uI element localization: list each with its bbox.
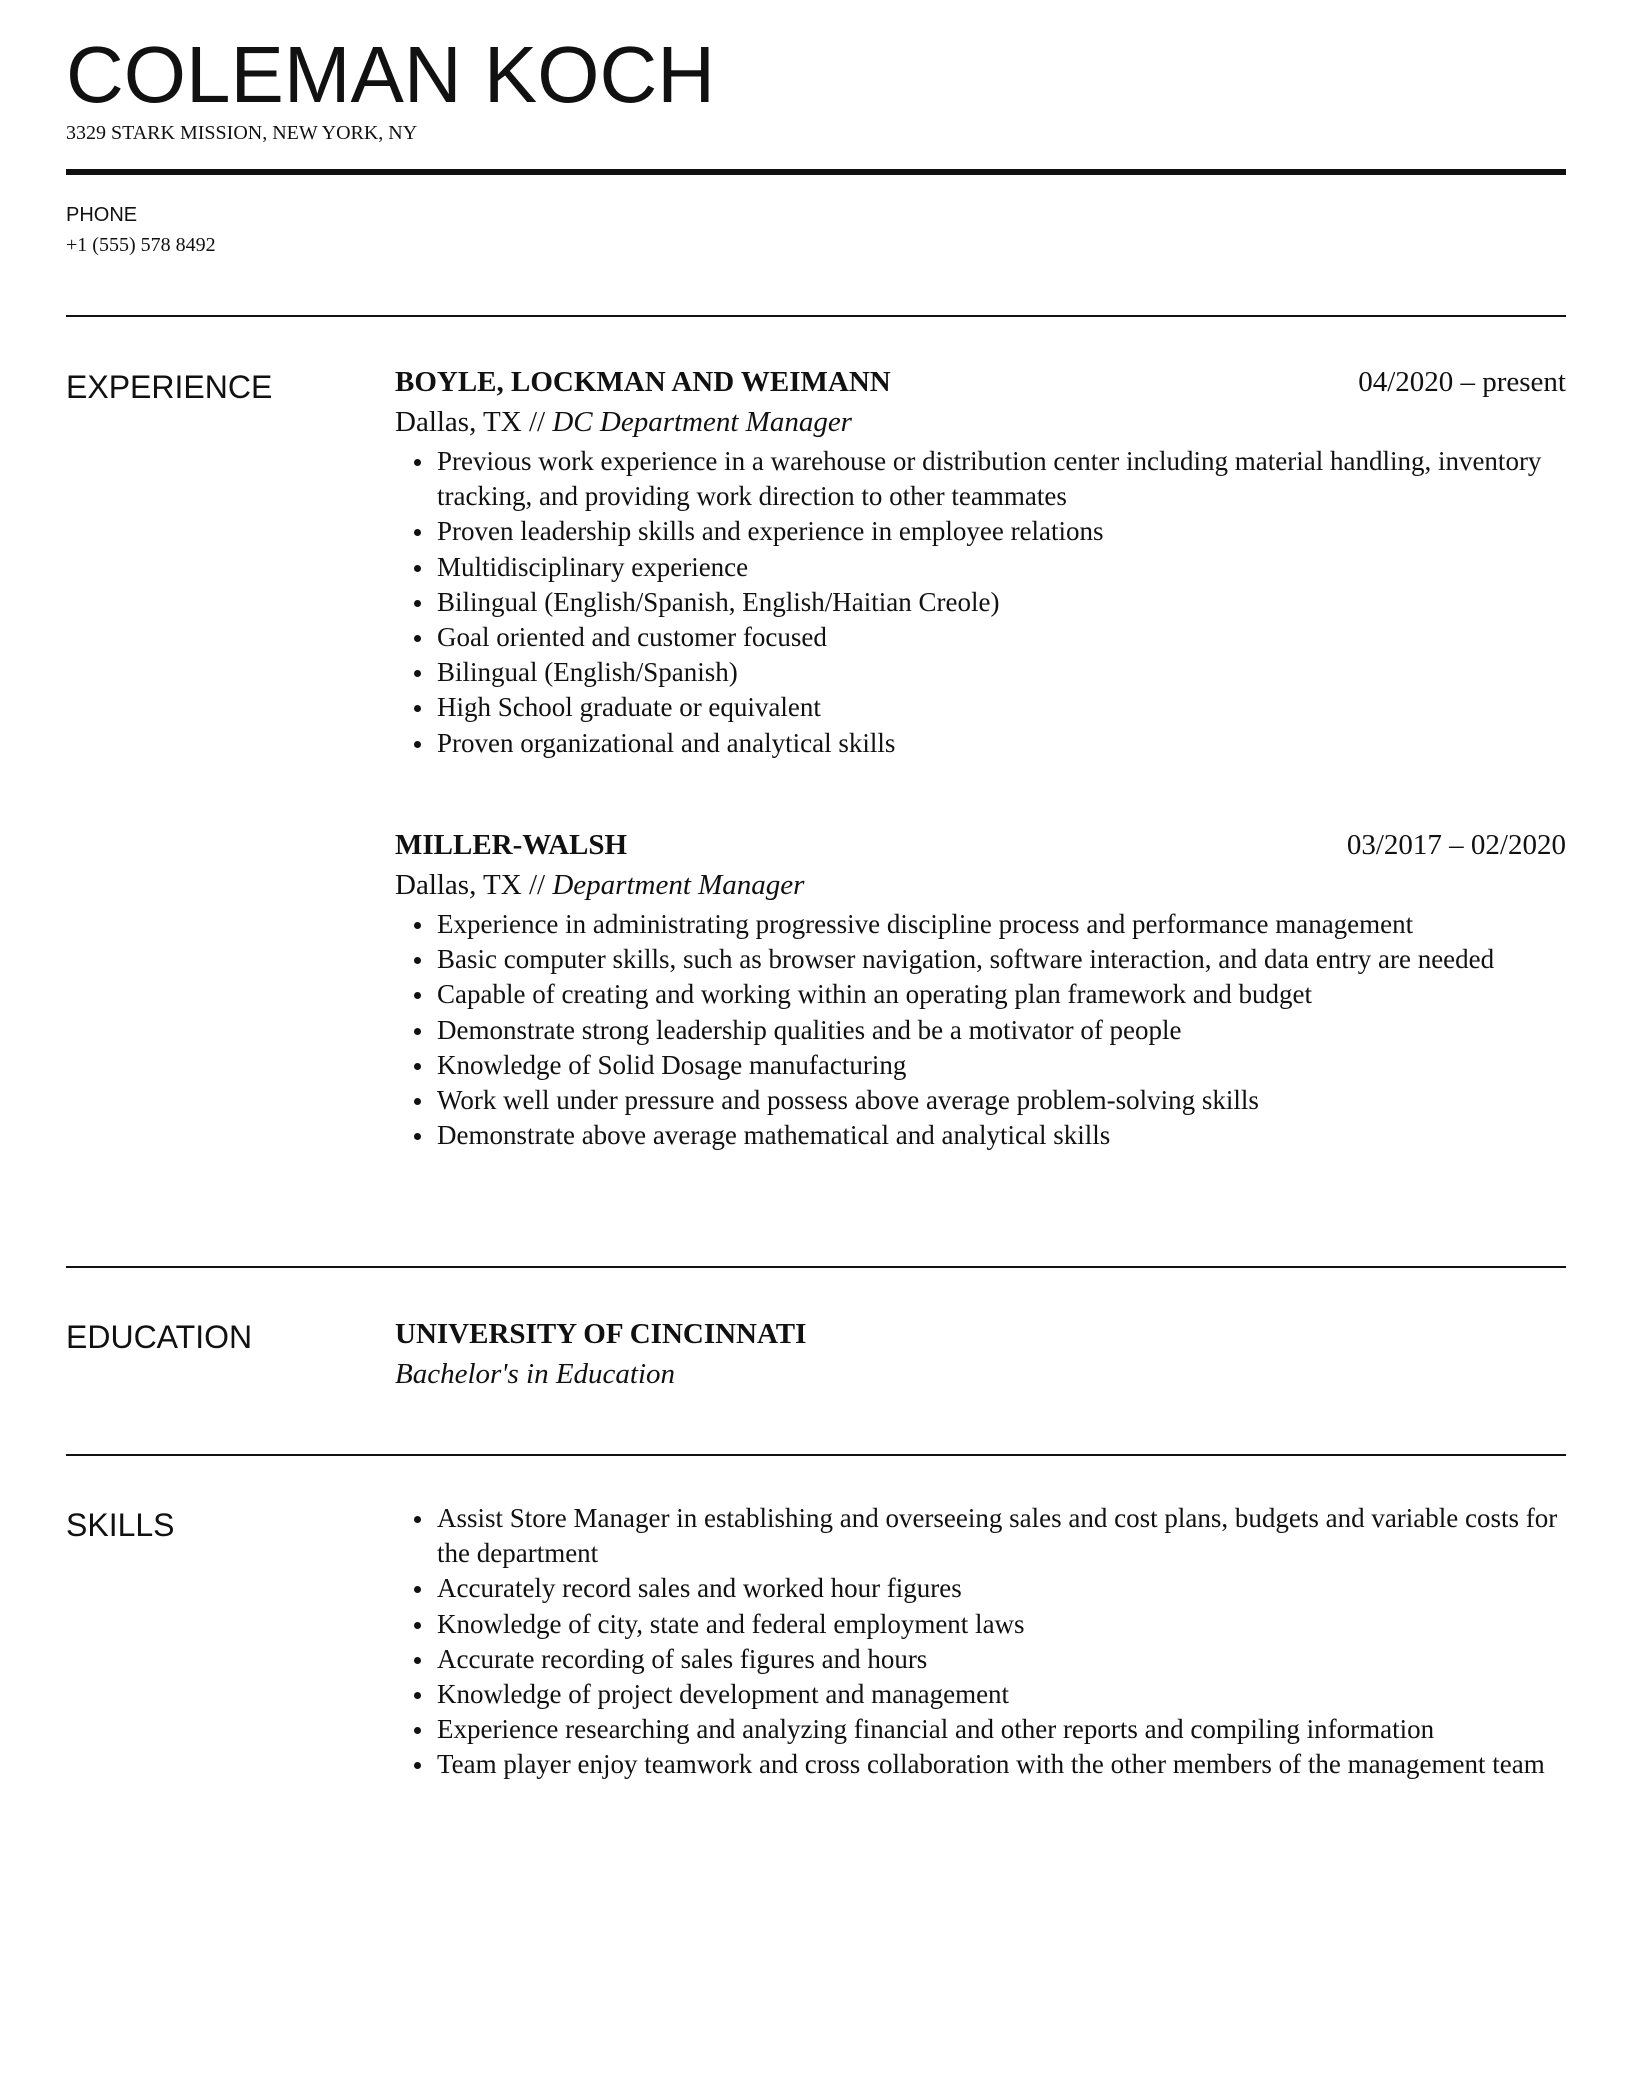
list-item: Basic computer skills, such as browser navigation, software interaction, and data entry are needed xyxy=(395,942,1566,977)
list-item: Accurate recording of sales figures and hours xyxy=(395,1642,1566,1677)
skills-bullets xyxy=(395,1501,1566,1783)
phone-label: PHONE xyxy=(66,204,138,226)
candidate-address: 3329 STARK MISSION, NEW YORK, NY xyxy=(66,122,418,144)
list-item: Knowledge of project development and management xyxy=(395,1677,1566,1712)
list-item: Experience researching and analyzing financial and other reports and compiling information xyxy=(395,1712,1566,1747)
header-divider xyxy=(66,169,1566,175)
skills-list-container xyxy=(395,1501,1566,1783)
job-dates: 04/2020 – present xyxy=(1358,366,1566,398)
experience-section-title: EXPERIENCE xyxy=(66,369,273,405)
section-divider-skills xyxy=(66,1454,1566,1456)
job-subline xyxy=(395,865,1566,905)
degree: Bachelor's in Education xyxy=(395,1358,676,1390)
job-header xyxy=(395,362,1566,402)
list-item: Proven organizational and analytical skills xyxy=(395,726,1566,761)
job-dates: 03/2017 – 02/2020 xyxy=(1346,829,1566,861)
list-item: Knowledge of city, state and federal employment laws xyxy=(395,1607,1566,1642)
list-item: High School graduate or equivalent xyxy=(395,690,1566,725)
list-item: Assist Store Manager in establishing and overseeing sales and cost plans, budgets and variable costs for the department xyxy=(395,1501,1566,1571)
job-header xyxy=(395,825,1566,865)
list-item: Demonstrate above average mathematical and analytical skills xyxy=(395,1118,1566,1153)
list-item: Multidisciplinary experience xyxy=(395,550,1566,585)
education-entry xyxy=(395,1314,1566,1394)
list-item: Demonstrate strong leadership qualities and be a motivator of people xyxy=(395,1013,1566,1048)
job-entry xyxy=(395,825,1566,1153)
job-role: DC Department Manager xyxy=(552,406,852,438)
section-divider-education xyxy=(66,1266,1566,1268)
education-section-title: EDUCATION xyxy=(66,1319,253,1355)
job-location: Dallas, TX // xyxy=(395,869,546,901)
job-subline xyxy=(395,402,1566,442)
job-employer: MILLER-WALSH xyxy=(395,829,628,861)
section-divider-experience xyxy=(66,315,1566,317)
job-location: Dallas, TX // xyxy=(395,406,546,438)
list-item: Experience in administrating progressive discipline process and performance management xyxy=(395,907,1566,942)
list-item: Previous work experience in a warehouse or distribution center including material handling, inventory tracking, and providing work direction to other teammates xyxy=(395,444,1566,514)
list-item: Team player enjoy teamwork and cross collaboration with the other members of the management team xyxy=(395,1747,1566,1782)
phone-number: +1 (555) 578 8492 xyxy=(66,234,216,256)
job-employer: BOYLE, LOCKMAN AND WEIMANN xyxy=(395,366,891,398)
job-bullets xyxy=(395,444,1566,761)
list-item: Knowledge of Solid Dosage manufacturing xyxy=(395,1048,1566,1083)
list-item: Bilingual (English/Spanish, English/Haitian Creole) xyxy=(395,585,1566,620)
list-item: Capable of creating and working within an operating plan framework and budget xyxy=(395,977,1566,1012)
list-item: Proven leadership skills and experience in employee relations xyxy=(395,514,1566,549)
job-bullets xyxy=(395,907,1566,1153)
list-item: Accurately record sales and worked hour figures xyxy=(395,1571,1566,1606)
job-entry xyxy=(395,362,1566,761)
list-item: Goal oriented and customer focused xyxy=(395,620,1566,655)
job-role: Department Manager xyxy=(552,869,805,901)
list-item: Bilingual (English/Spanish) xyxy=(395,655,1566,690)
list-item: Work well under pressure and possess above average problem-solving skills xyxy=(395,1083,1566,1118)
skills-section-title: SKILLS xyxy=(66,1507,175,1543)
candidate-name: COLEMAN KOCH xyxy=(66,30,715,119)
school-name: UNIVERSITY OF CINCINNATI xyxy=(395,1318,807,1350)
